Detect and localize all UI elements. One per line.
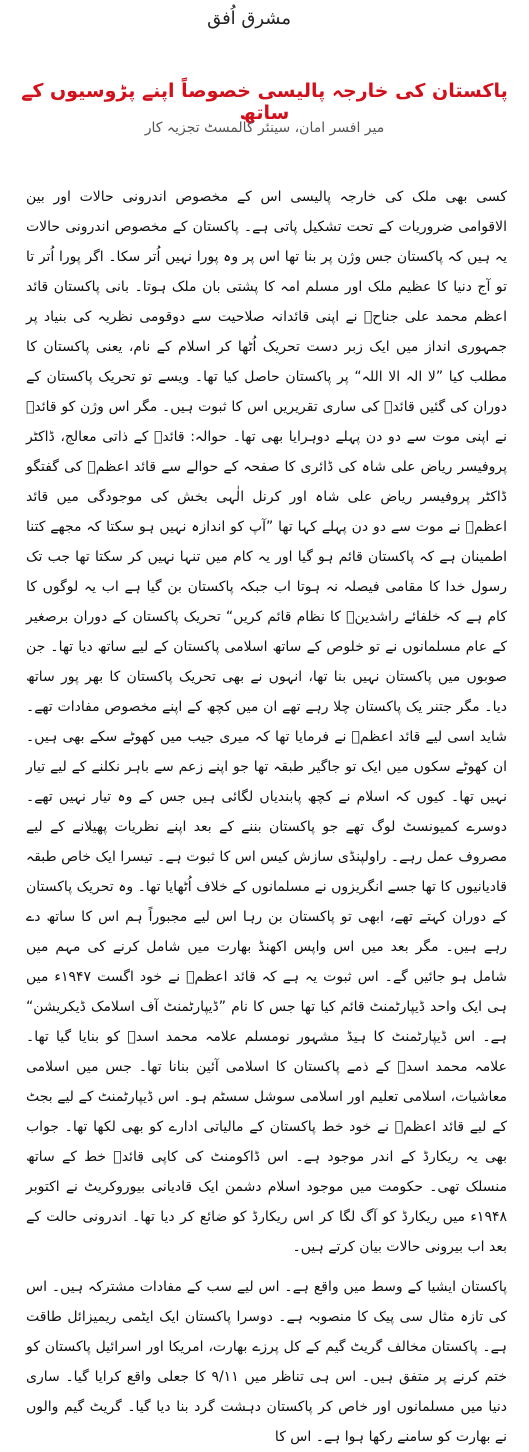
article-paragraph: پاکستان ایشیا کے وسط میں واقع ہے۔ اس لیے سب کے مفادات مشترکہ ہیں۔ اس کی تازہ مثال سی پیک کا منصوبہ ہے۔ دوسرا پاکستان ایک ایٹمی ریمیزائل طاقت ہے۔ پاکستان مخالف گریٹ گیم کے کل پرزے بھارت، امریکا اور اسرائیل پاکستان کو ختم کرنے پر متفق ہیں۔ اس ہی تناظر میں ۹/۱۱ کا جعلی واقع کرایا گیا۔ ساری دنیا میں مسلمانوں اور خاص کر پاکستان دہشت گرد بنا دیا گیا۔ گریٹ گیم والوں نے بھارت کو سامنے رکھا ہوا ہے۔ اس کا xyxy=(26,1279,507,1445)
article-headline: پاکستان کی خارجہ پالیسی خصوصاً اپنے پڑوسیوں کے ساتھ xyxy=(21,80,508,124)
section-label: مشرق اُفق xyxy=(207,8,291,29)
article-body xyxy=(26,182,507,1452)
article-paragraph: کسی بھی ملک کی خارجہ پالیسی اس کے مخصوص اندرونی حالات اور بین الاقوامی ضروریات کے تحت تشکیل پاتی ہے۔ پاکستان کے مخصوص اندرونی حالات یہ ہیں کہ پاکستان جس وژن پر بنا تھا اس پر وہ پورا نہیں اُتر سکا۔ اگر پورا اُتر تا تو آج دنیا کا عظیم ملک اور مسلم امہ کا پشتی بان ملک ہوتا۔ بانی پاکستان قائد اعظم محمد علی جناحؒ نے اپنی قائدانہ صلاحیت سے دوقومی نظریہ کی بنیاد پر جمہوری انداز میں ایک زبر دست تحریک اُٹھا کر اسلام کے نام، یعنی پاکستان کا مطلب کیا ”لا الہ الا اللہ“ پر پاکستان حاصل کیا تھا۔ ویسے تو تحریک پاکستان کے دوران کی گئیں قائدؒ کی ساری تقریریں اس کا ثبوت ہیں۔ مگر اس وژن کو قائدؒ نے اپنی موت سے دو دن پہلے دوہرایا بھی تھا۔ حوالہ: قائدؒ کے ذاتی معالج، ڈاکٹر پروفیسر ریاض علی شاہ کی ڈائری کا صفحہ کے حوالے سے قائد اعظمؒ کی گفتگو ڈاکٹر پروفیسر ریاض علی شاہ اور کرنل الٰہی بخش کی موجودگی میں قائد اعظمؒ نے موت سے دو دن پہلے کہا تھا ”آپ کو اندازہ نہیں ہو سکتا کہ مجھے کتنا اطمینان ہے کہ پاکستان قائم ہو گیا اور یہ کام میں تنہا نہیں کر سکتا تھا جب تک رسول خدا کا مقامی فیصلہ نہ ہوتا اب جبکہ پاکستان بن گیا ہے اب یہ لوگوں کا کام ہے کہ خلفائے راشدینؓ کا نظام قائم کریں“ تحریک پاکستان کے دوران برصغیر کے عام مسلمانوں نے تو خلوص کے ساتھ اسلامی پاکستان کے لیے ساتھ دیا تھا۔ جن صوبوں میں پاکستان نہیں بنا تھا، انہوں نے بھی تحریک پاکستان کا بھر پور ساتھ دیا۔ مگر جتنر یک پاکستان چلا رہے تھے ان میں کچھ کے اپنے مخصوص مفادات تھے۔ شاید اسی لیے قائد اعظمؒ نے فرمایا تھا کہ میری جیب میں کھوٹے سکے بھی ہیں۔ ان کھوٹے سکوں میں ایک تو جاگیر طبقہ تھا جو اپنے زعم سے باہر نکلنے کے لیے تیار نہیں تھا۔ کیوں کہ اسلام نے کچھ پابندیاں لگائی ہیں جس کے وہ تیار نہیں تھے۔ دوسرے کمیونسٹ لوگ تھے جو پاکستان بننے کے بعد اپنے نظریات پھیلانے کے لیے مصروف عمل رہے۔ راولپنڈی سازش کیس اس کا ثبوت ہے۔ تیسرا ایک خاص طبقہ قادیانیوں کا تھا جسے انگریزوں نے مسلمانوں کے خلاف اُٹھایا تھا۔ وہ تحریک پاکستان کے دوران کہتے تھے، ابھی تو پاکستان بن رہا اس لیے مجبوراً ہم اس کا ساتھ دے رہے ہیں۔ مگر بعد میں اس واپس اکھنڈ بھارت میں شامل کرنے کی مہم میں شامل ہو جائیں گے۔ اس ثبوت یہ ہے کہ قائد اعظمؒ نے خود اگست ۱۹۴۷ء میں ہی ایک واحد ڈیپارٹمنٹ قائم کیا تھا جس کا نام ”ڈیپارٹمنٹ آف اسلامک ڈیکریشن“ ہے۔ اس ڈیپارٹمنٹ کا ہیڈ مشہور نومسلم علامہ محمد اسدؒ کو بنایا گیا تھا۔ علامہ محمد اسدؒ کے ذمے پاکستان کا اسلامی آئین بنانا تھا۔ جس میں اسلامی معاشیات، اسلامی تعلیم اور اسلامی سوشل سسٹم ہو۔ اس ڈیپارٹمنٹ کے لیے بجٹ کے لیے قائد اعظمؒ نے خود خط پاکستان کے مالیاتی ادارے کو بھی لکھا تھا۔ جواب بھی یہ ریکارڈ کے اندر موجود ہے۔ اس ڈاکومنٹ کی کاپی قائدؒ خط کے ساتھ منسلک تھی۔ حکومت میں موجود اسلام دشمن ایک قادیانی بیوروکریٹ نے اکتوبر ۱۹۴۸ء میں ریکارڈ کو آگ لگا کر اس ریکارڈ کو ضائع کر دیا تھا۔ اندرونی حالت کے بعد اب بیرونی حالات بیان کرتے ہیں۔ xyxy=(26,189,508,1255)
article-byline: میر افسر امان، سینئر کالمسٹ تجزیہ کار xyxy=(144,120,385,136)
